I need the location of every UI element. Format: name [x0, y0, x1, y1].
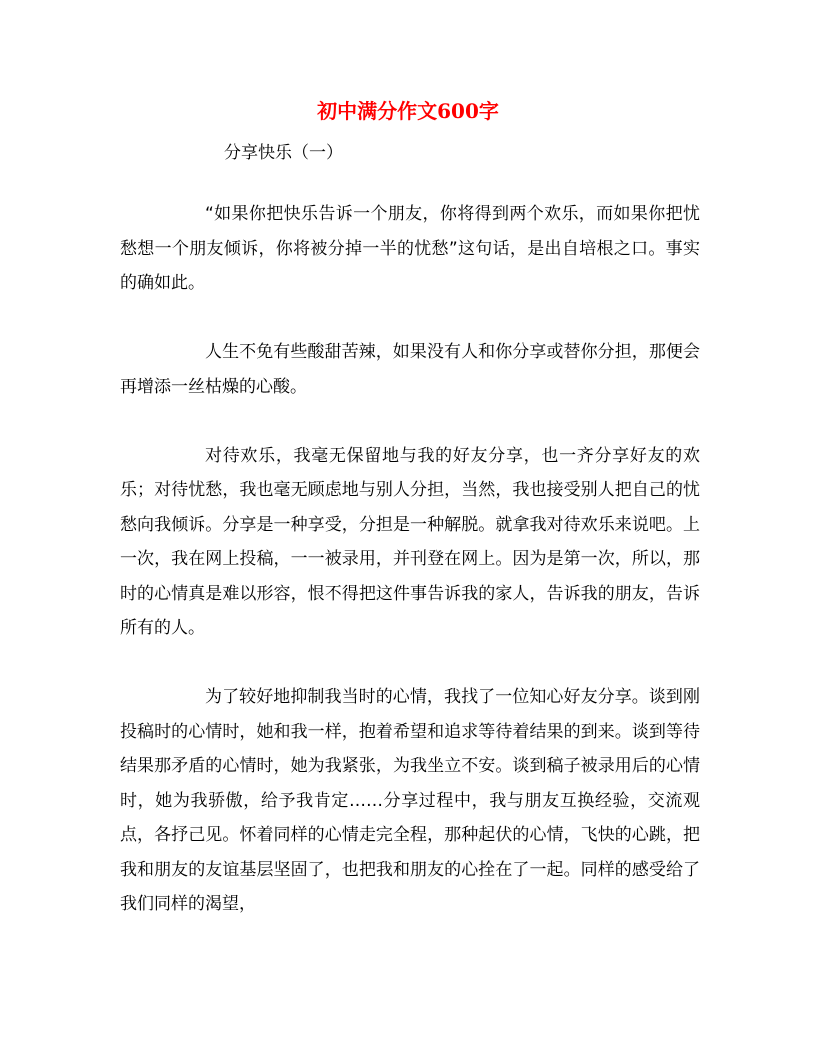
document-body [120, 197, 700, 956]
paragraph-4: 为了较好地抑制我当时的心情，我找了一位知心好友分享。谈到刚投稿时的心情时，她和我一样，抱着希望和追求等待着结果的到来。谈到等待结果那矛盾的心情时，她为我紧张，为我坐立不安。谈到稿子被录用后的心情时，她为我骄傲，给予我肯定……分享过程中，我与朋友互换经验，交流观点，各抒己见。怀着同样的心情走完全程，那种起伏的心情，飞快的心跳，把我和朋友的友谊基层坚固了，也把我和朋友的心拴在了一起。同样的感受给了我们同样的渴望， [120, 687, 700, 914]
document-title: 初中满分作文600字 [317, 99, 499, 123]
paragraph-3: 对待欢乐，我毫无保留地与我的好友分享，也一齐分享好友的欢乐；对待忧愁，我也毫无顾虑地与别人分担，当然，我也接受别人把自己的忧愁向我倾诉。分享是一种享受，分担是一种解脱。就拿我对待欢乐来说吧。上一次，我在网上投稿，一一被录用，并刊登在网上。因为是第一次，所以，那时的心情真是难以形容，恨不得把这件事告诉我的家人，告诉我的朋友，告诉所有的人。 [120, 445, 700, 638]
paragraph-1: “如果你把快乐告诉一个朋友，你将得到两个欢乐，而如果你把忧愁想一个朋友倾诉，你将被分掉一半的忧愁”这句话，是出自培根之口。事实的确如此。 [120, 204, 700, 293]
document-subtitle: 分享快乐（一） [224, 143, 343, 163]
paragraph-2: 人生不免有些酸甜苦辣，如果没有人和你分享或替你分担，那便会再增添一丝枯燥的心酸。 [120, 342, 700, 397]
